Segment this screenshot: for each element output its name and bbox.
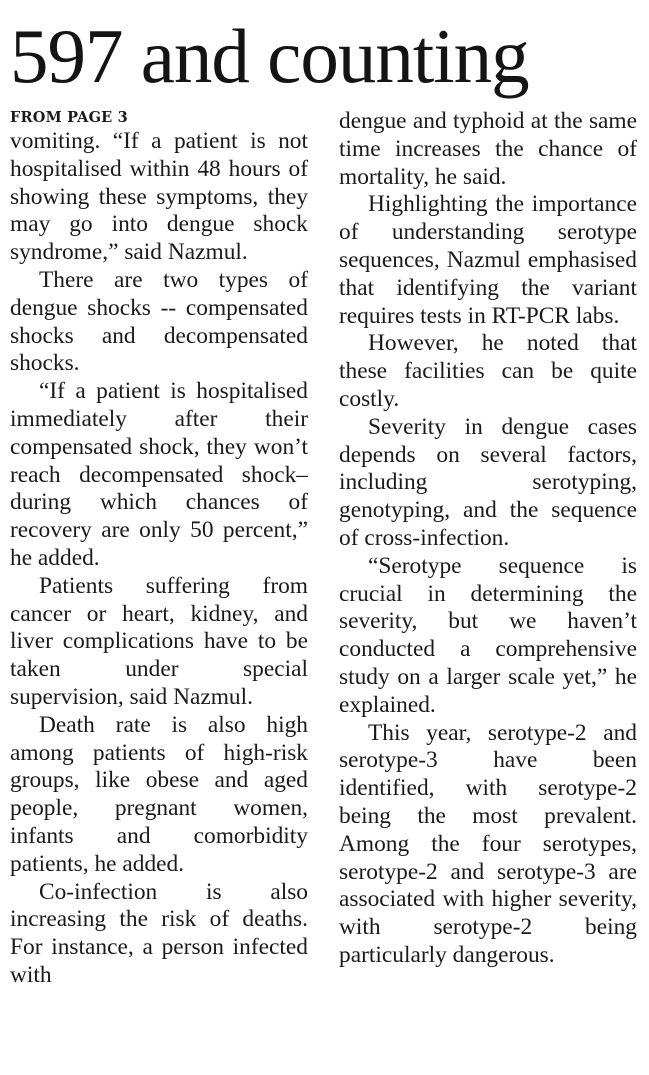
body-paragraph: “If a patient is hospitalised immediately after their compensated shock, they won’t reach decompensated shock– during which chances of recovery are only 50 percent,” he added. — [10, 378, 308, 571]
jump-line: FROM PAGE 3 — [10, 109, 128, 126]
body-paragraph: Death rate is also high among patients of high-risk groups, like obese and aged people, pregnant women, infants and comorbidity patients, he added. — [10, 711, 308, 877]
left-column — [10, 108, 308, 990]
right-column — [339, 108, 637, 970]
body-paragraph: Severity in dengue cases depends on several factors, including serotyping, genotyping, and the sequence of cross-infection. — [339, 413, 637, 551]
body-paragraph: This year, serotype-2 and serotype-3 have been identified, with serotype-2 being the most prevalent. Among the four serotypes, serotype-2 and serotype-3 are associated with higher severity, with serotype-2 being particularly dangerous. — [339, 719, 637, 968]
body-paragraph: Co-infection is also increasing the risk of deaths. For instance, a person infected with — [10, 878, 308, 988]
headline: 597 and counting — [10, 13, 529, 99]
body-paragraph: vomiting. “If a patient is not hospitalised within 48 hours of showing these symptoms, they may go into dengue shock syndrome,” said Nazmul. — [10, 128, 308, 266]
body-paragraph: Patients suffering from cancer or heart, kidney, and liver complications have to be taken under special supervision, said Nazmul. — [10, 572, 308, 710]
body-paragraph: dengue and typhoid at the same time increases the chance of mortality, he said. — [339, 108, 637, 190]
body-paragraph: However, he noted that these facilities can be quite costly. — [339, 330, 637, 412]
body-paragraph: There are two types of dengue shocks -- compensated shocks and decompensated shocks. — [10, 266, 308, 377]
body-paragraph: “Serotype sequence is crucial in determining the severity, but we haven’t conducted a comprehensive study on a larger scale yet,” he explained. — [339, 552, 637, 718]
body-paragraph: Highlighting the importance of understanding serotype sequences, Nazmul emphasised that identifying the variant requires tests in RT-PCR labs. — [339, 191, 637, 329]
